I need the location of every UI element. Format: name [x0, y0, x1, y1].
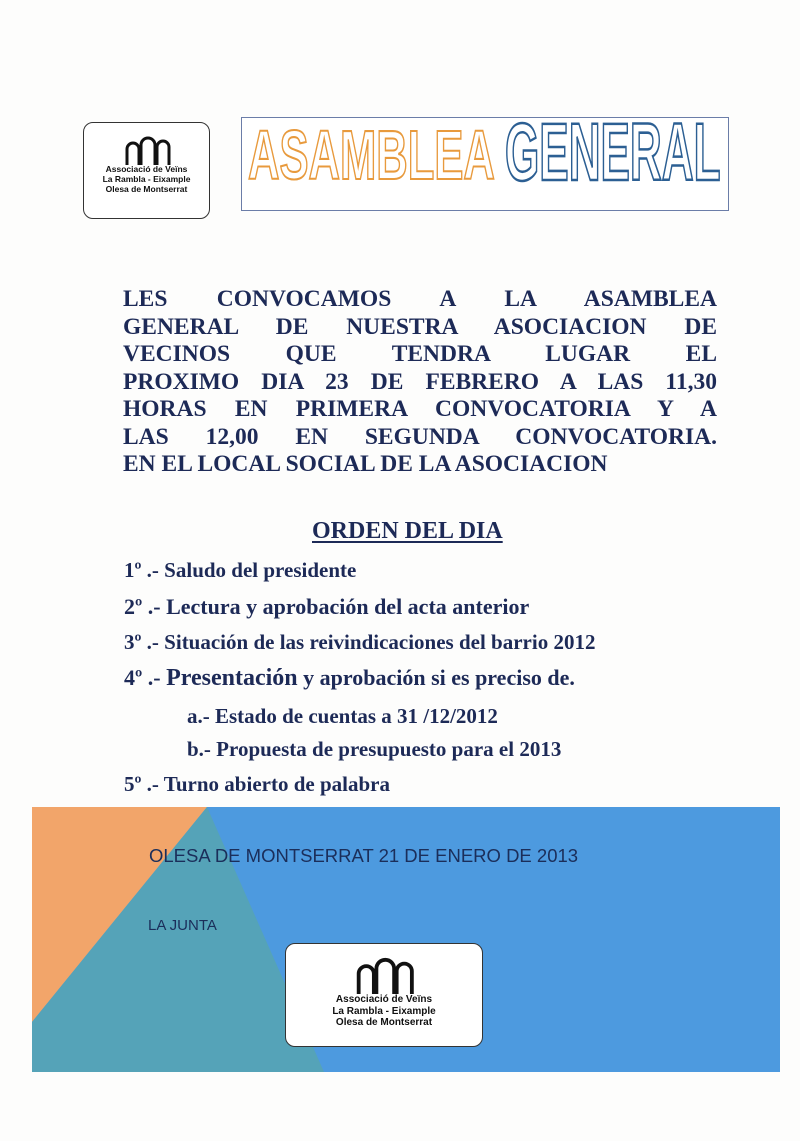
agenda-subitem-b: b.- Propuesta de presupuesto para el 2013	[187, 737, 562, 761]
title-box	[241, 106, 729, 211]
logo-line-3: Olesa de Montserrat	[335, 1017, 433, 1028]
agenda-item-3: 3º .- Situación de las reivindicaciones del barrio 2012	[124, 630, 596, 654]
announcement-line: GENERAL DE NUESTRA ASOCIACION DE	[123, 313, 717, 340]
logo-line-1: Associació de Veïns	[335, 994, 433, 1005]
association-logo-bottom	[285, 943, 483, 1047]
logo-line-2: La Rambla - Eixample	[102, 173, 191, 184]
place-and-date: OLESA DE MONTSERRAT 21 DE ENERO DE 2013	[149, 845, 579, 866]
logo-line-3: Olesa de Montserrat	[105, 183, 188, 194]
agenda-item-5: 5º .- Turno abierto de palabra	[124, 772, 390, 796]
announcement-line: HORAS EN PRIMERA CONVOCATORIA Y A	[123, 396, 717, 422]
arches-icon	[123, 135, 171, 165]
announcement-line: PROXIMO DIA 23 DE FEBRERO A LAS 11,30	[123, 368, 717, 395]
agenda-title: ORDEN DEL DIA	[312, 518, 503, 544]
agenda-item-1: 1º .- Saludo del presidente	[124, 558, 357, 582]
agenda-item-4	[124, 665, 575, 692]
arches-icon	[352, 956, 416, 994]
agenda-subitem-a: a.- Estado de cuentas a 31 /12/2012	[187, 704, 498, 728]
announcement-line: LAS 12,00 EN SEGUNDA CONVOCATORIA.	[123, 423, 717, 450]
announcement-text	[123, 286, 717, 479]
agenda-item-2: 2º .- Lectura y aprobación del acta anterior	[124, 594, 530, 619]
announcement-line: EN EL LOCAL SOCIAL DE LA ASOCIACION	[123, 451, 608, 477]
agenda-item-4-prefix: 4º .-	[124, 665, 167, 690]
logo-line-2: La Rambla - Eixample	[332, 1005, 436, 1017]
title-word-general: GENERAL	[505, 106, 721, 199]
announcement-line: VECINOS QUE TENDRA LUGAR EL	[123, 341, 717, 367]
association-logo-top	[83, 122, 210, 219]
signature-la-junta: LA JUNTA	[148, 917, 217, 934]
agenda-item-4-strong: Presentación	[166, 665, 298, 691]
announcement-line: LES CONVOCAMOS A LA ASAMBLEA	[123, 286, 717, 312]
title-word-asamblea: ASAMBLEA	[248, 115, 495, 194]
agenda-item-4-rest: y aprobación si es preciso de.	[297, 665, 575, 690]
logo-line-1: Associació de Veïns	[105, 164, 188, 174]
